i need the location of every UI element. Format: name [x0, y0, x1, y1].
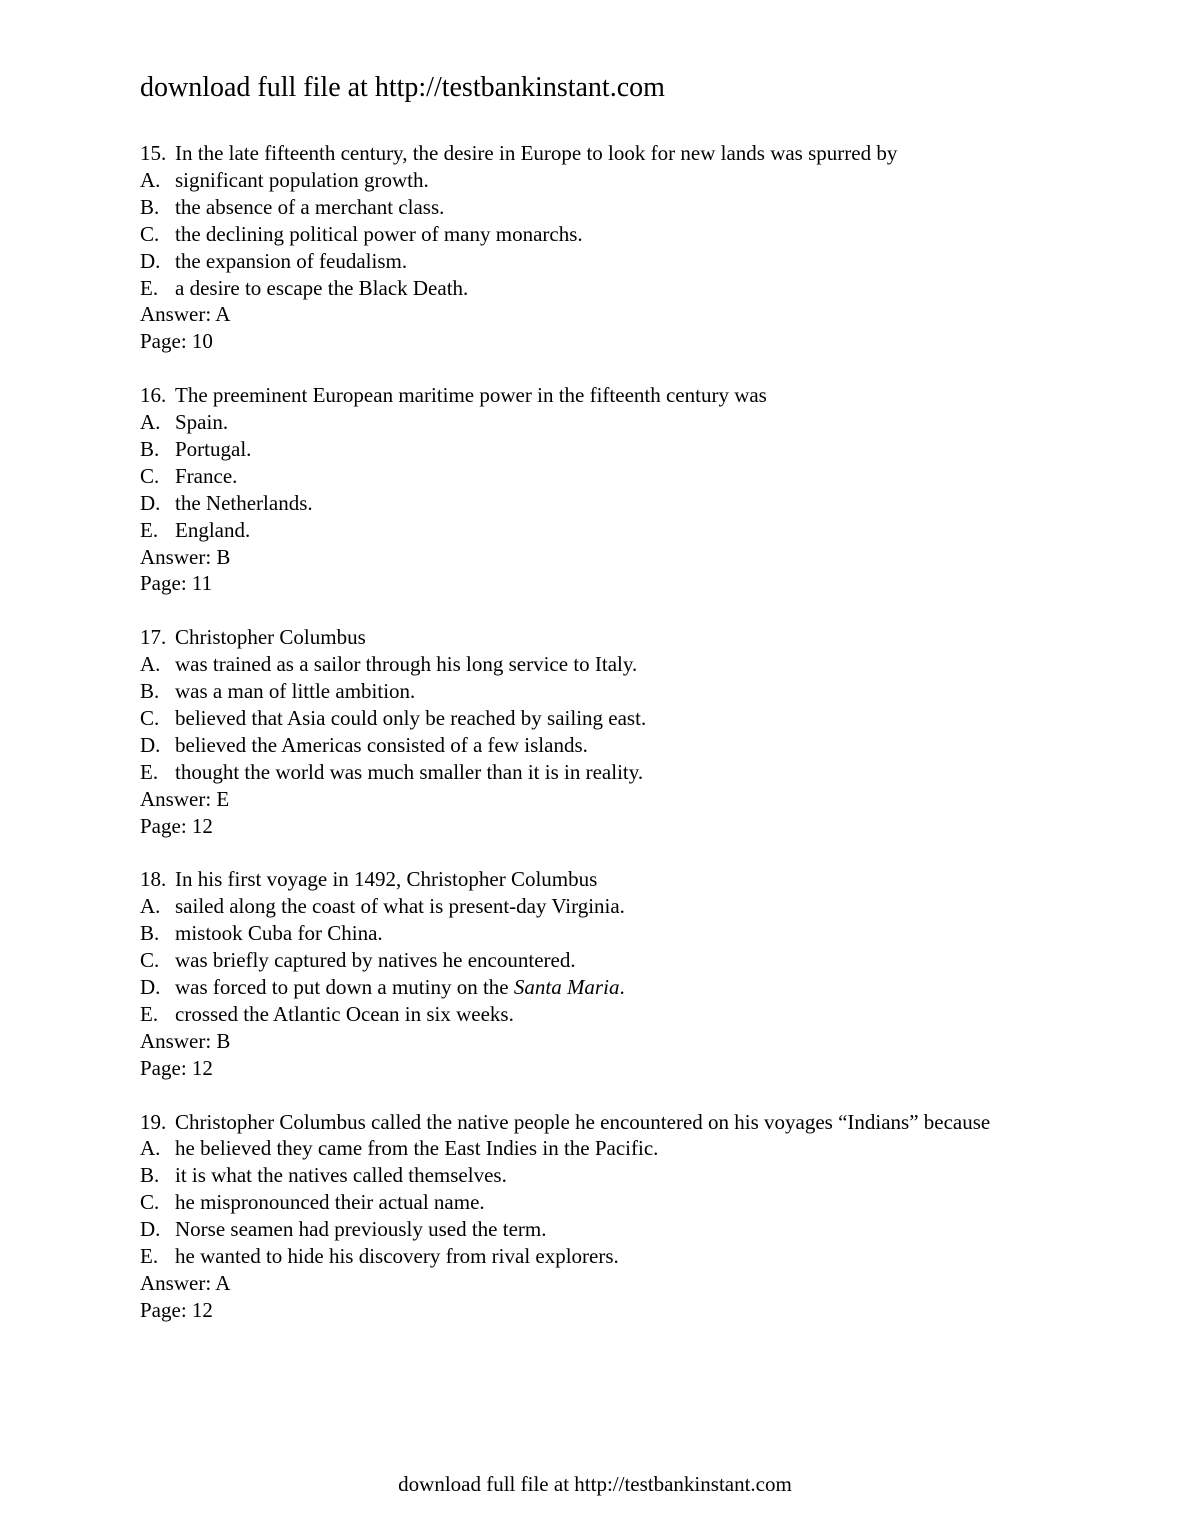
option-text-main: the absence of a merchant class.: [175, 194, 445, 219]
option-text-main: a desire to escape the Black Death.: [175, 275, 469, 300]
option-text-main: he mispronounced their actual name.: [175, 1190, 485, 1215]
page-reference: Page: 12: [140, 1055, 213, 1080]
question-text: The preeminent European maritime power in the fifteenth century was: [175, 383, 767, 408]
option-text-main: Spain.: [175, 410, 229, 435]
question-number: 18.: [140, 867, 167, 892]
option-text-main: the Netherlands.: [175, 490, 313, 515]
option-text-main: thought the world was much smaller than it is in reality.: [175, 759, 644, 784]
option-text-main: England.: [175, 517, 251, 542]
answer-option: [140, 221, 1040, 248]
option-text-after: .: [619, 975, 625, 1000]
option-letter: B.: [140, 436, 160, 461]
option-letter: C.: [140, 1190, 160, 1215]
option-text: [175, 974, 625, 1001]
option-text: [175, 221, 583, 248]
option-letter: D.: [140, 1217, 161, 1242]
answer-option: [140, 517, 1040, 544]
question-stem: [140, 382, 1040, 409]
option-text: [175, 248, 407, 275]
option-letter: E.: [140, 1001, 159, 1026]
answer-key: Answer: E: [140, 786, 230, 811]
question-list: [140, 140, 1040, 1351]
option-letter: B.: [140, 921, 160, 946]
option-text: [175, 1189, 485, 1216]
option-text-main: was a man of little ambition.: [175, 679, 416, 704]
question-stem: [140, 866, 1040, 893]
option-letter: A.: [140, 410, 161, 435]
option-text-main: Norse seamen had previously used the term.: [175, 1217, 547, 1242]
option-text: [175, 517, 250, 544]
option-letter: D.: [140, 248, 161, 273]
option-text-main: he wanted to hide his discovery from rival explorers.: [175, 1244, 619, 1269]
option-text: [175, 1216, 546, 1243]
question-stem: [140, 1109, 1040, 1136]
option-text: [175, 1001, 514, 1028]
answer-option: [140, 1216, 1040, 1243]
question-number: 15.: [140, 141, 167, 165]
answer-option: [140, 1243, 1040, 1270]
answer-option: [140, 194, 1040, 221]
option-text: [175, 947, 576, 974]
question-number: 17.: [140, 625, 167, 650]
option-text-main: believed that Asia could only be reached by sailing east.: [175, 706, 647, 730]
option-letter: E.: [140, 275, 159, 300]
option-letter: E.: [140, 1244, 159, 1269]
answer-option: [140, 947, 1040, 974]
option-letter: C.: [140, 463, 160, 488]
footer-download-link[interactable]: download full file at http://testbankinstant.com: [398, 1472, 792, 1496]
page-reference: Page: 12: [140, 813, 213, 838]
option-text-main: France.: [175, 463, 238, 488]
option-letter: D.: [140, 732, 161, 757]
question-number: 16.: [140, 383, 167, 408]
answer-option: [140, 248, 1040, 275]
option-letter: C.: [140, 706, 160, 730]
option-text-main: was trained as a sailor through his long service to Italy.: [175, 652, 638, 677]
option-text: [175, 705, 646, 732]
answer-key: Answer: A: [140, 302, 231, 327]
option-text: [175, 893, 625, 920]
option-letter: A.: [140, 1136, 161, 1161]
page-reference: Page: 11: [140, 571, 213, 596]
question-text: Christopher Columbus called the native people he encountered on his voyages “Indians” because: [175, 1109, 991, 1134]
question-16: [140, 382, 1040, 597]
option-text-main: it is what the natives called themselves.: [175, 1163, 507, 1188]
option-text: [175, 167, 429, 194]
question-number: 19.: [140, 1109, 167, 1134]
option-text-main: was briefly captured by natives he encountered.: [175, 948, 576, 973]
page-reference: Page: 10: [140, 329, 213, 354]
option-letter: A.: [140, 167, 161, 192]
answer-option: [140, 167, 1040, 194]
question-text: Christopher Columbus: [175, 625, 366, 650]
option-letter: E.: [140, 517, 159, 542]
answer-option: [140, 759, 1040, 786]
option-text: [175, 409, 228, 436]
option-text-italic: Santa Maria: [513, 975, 620, 1000]
option-letter: B.: [140, 194, 160, 219]
answer-option: [140, 893, 1040, 920]
option-text-main: believed the Americas consisted of a few islands.: [175, 732, 588, 757]
option-text-main: the expansion of feudalism.: [175, 248, 408, 273]
option-text: [175, 1135, 658, 1162]
question-stem: [140, 140, 1040, 167]
option-text-main: the declining political power of many monarchs.: [175, 221, 583, 246]
option-text: [175, 759, 643, 786]
answer-option: [140, 1162, 1040, 1189]
option-text-main: mistook Cuba for China.: [175, 921, 383, 946]
option-text: [175, 275, 468, 302]
option-text-main: significant population growth.: [175, 167, 429, 192]
answer-key: Answer: B: [140, 544, 231, 569]
option-text: [175, 920, 383, 947]
option-text: [175, 436, 251, 463]
answer-option: [140, 974, 1040, 1001]
question-17: [140, 624, 1040, 839]
answer-option: [140, 275, 1040, 302]
option-text-main: crossed the Atlantic Ocean in six weeks.: [175, 1001, 514, 1026]
option-text: [175, 463, 237, 490]
answer-option: [140, 651, 1040, 678]
option-letter: E.: [140, 759, 159, 784]
option-text-main: was forced to put down a mutiny on the: [175, 975, 514, 1000]
answer-option: [140, 409, 1040, 436]
answer-option: [140, 678, 1040, 705]
answer-option: [140, 1189, 1040, 1216]
option-text: [175, 678, 415, 705]
option-letter: D.: [140, 490, 161, 515]
option-letter: C.: [140, 221, 160, 246]
question-15: [140, 140, 1040, 355]
option-text-main: Portugal.: [175, 436, 252, 461]
option-text-main: sailed along the coast of what is present-day Virginia.: [175, 894, 625, 919]
option-letter: A.: [140, 652, 161, 677]
question-19: [140, 1109, 1040, 1324]
option-text: [175, 651, 637, 678]
page-reference: Page: 12: [140, 1297, 213, 1322]
answer-option: [140, 705, 1040, 732]
option-text: [175, 194, 444, 221]
option-text: [175, 1243, 619, 1270]
answer-option: [140, 1001, 1040, 1028]
question-18: [140, 866, 1040, 1081]
question-stem: [140, 624, 1040, 651]
answer-option: [140, 1135, 1040, 1162]
option-letter: B.: [140, 1163, 160, 1188]
answer-key: Answer: A: [140, 1271, 231, 1295]
option-letter: B.: [140, 679, 160, 704]
option-text: [175, 490, 313, 517]
option-text-main: he believed they came from the East Indies in the Pacific.: [175, 1136, 659, 1161]
option-letter: D.: [140, 975, 161, 1000]
question-text: In the late fifteenth century, the desire in Europe to look for new lands was spurred by: [175, 141, 898, 165]
option-text: [175, 732, 588, 759]
option-text: [175, 1162, 507, 1189]
answer-option: [140, 436, 1040, 463]
option-letter: C.: [140, 948, 160, 973]
answer-key: Answer: B: [140, 1028, 231, 1053]
header-download-link[interactable]: download full file at http://testbankinstant.com: [140, 72, 665, 103]
answer-option: [140, 463, 1040, 490]
option-letter: A.: [140, 894, 161, 919]
answer-option: [140, 490, 1040, 517]
answer-option: [140, 732, 1040, 759]
question-text: In his first voyage in 1492, Christopher Columbus: [175, 867, 598, 892]
answer-option: [140, 920, 1040, 947]
